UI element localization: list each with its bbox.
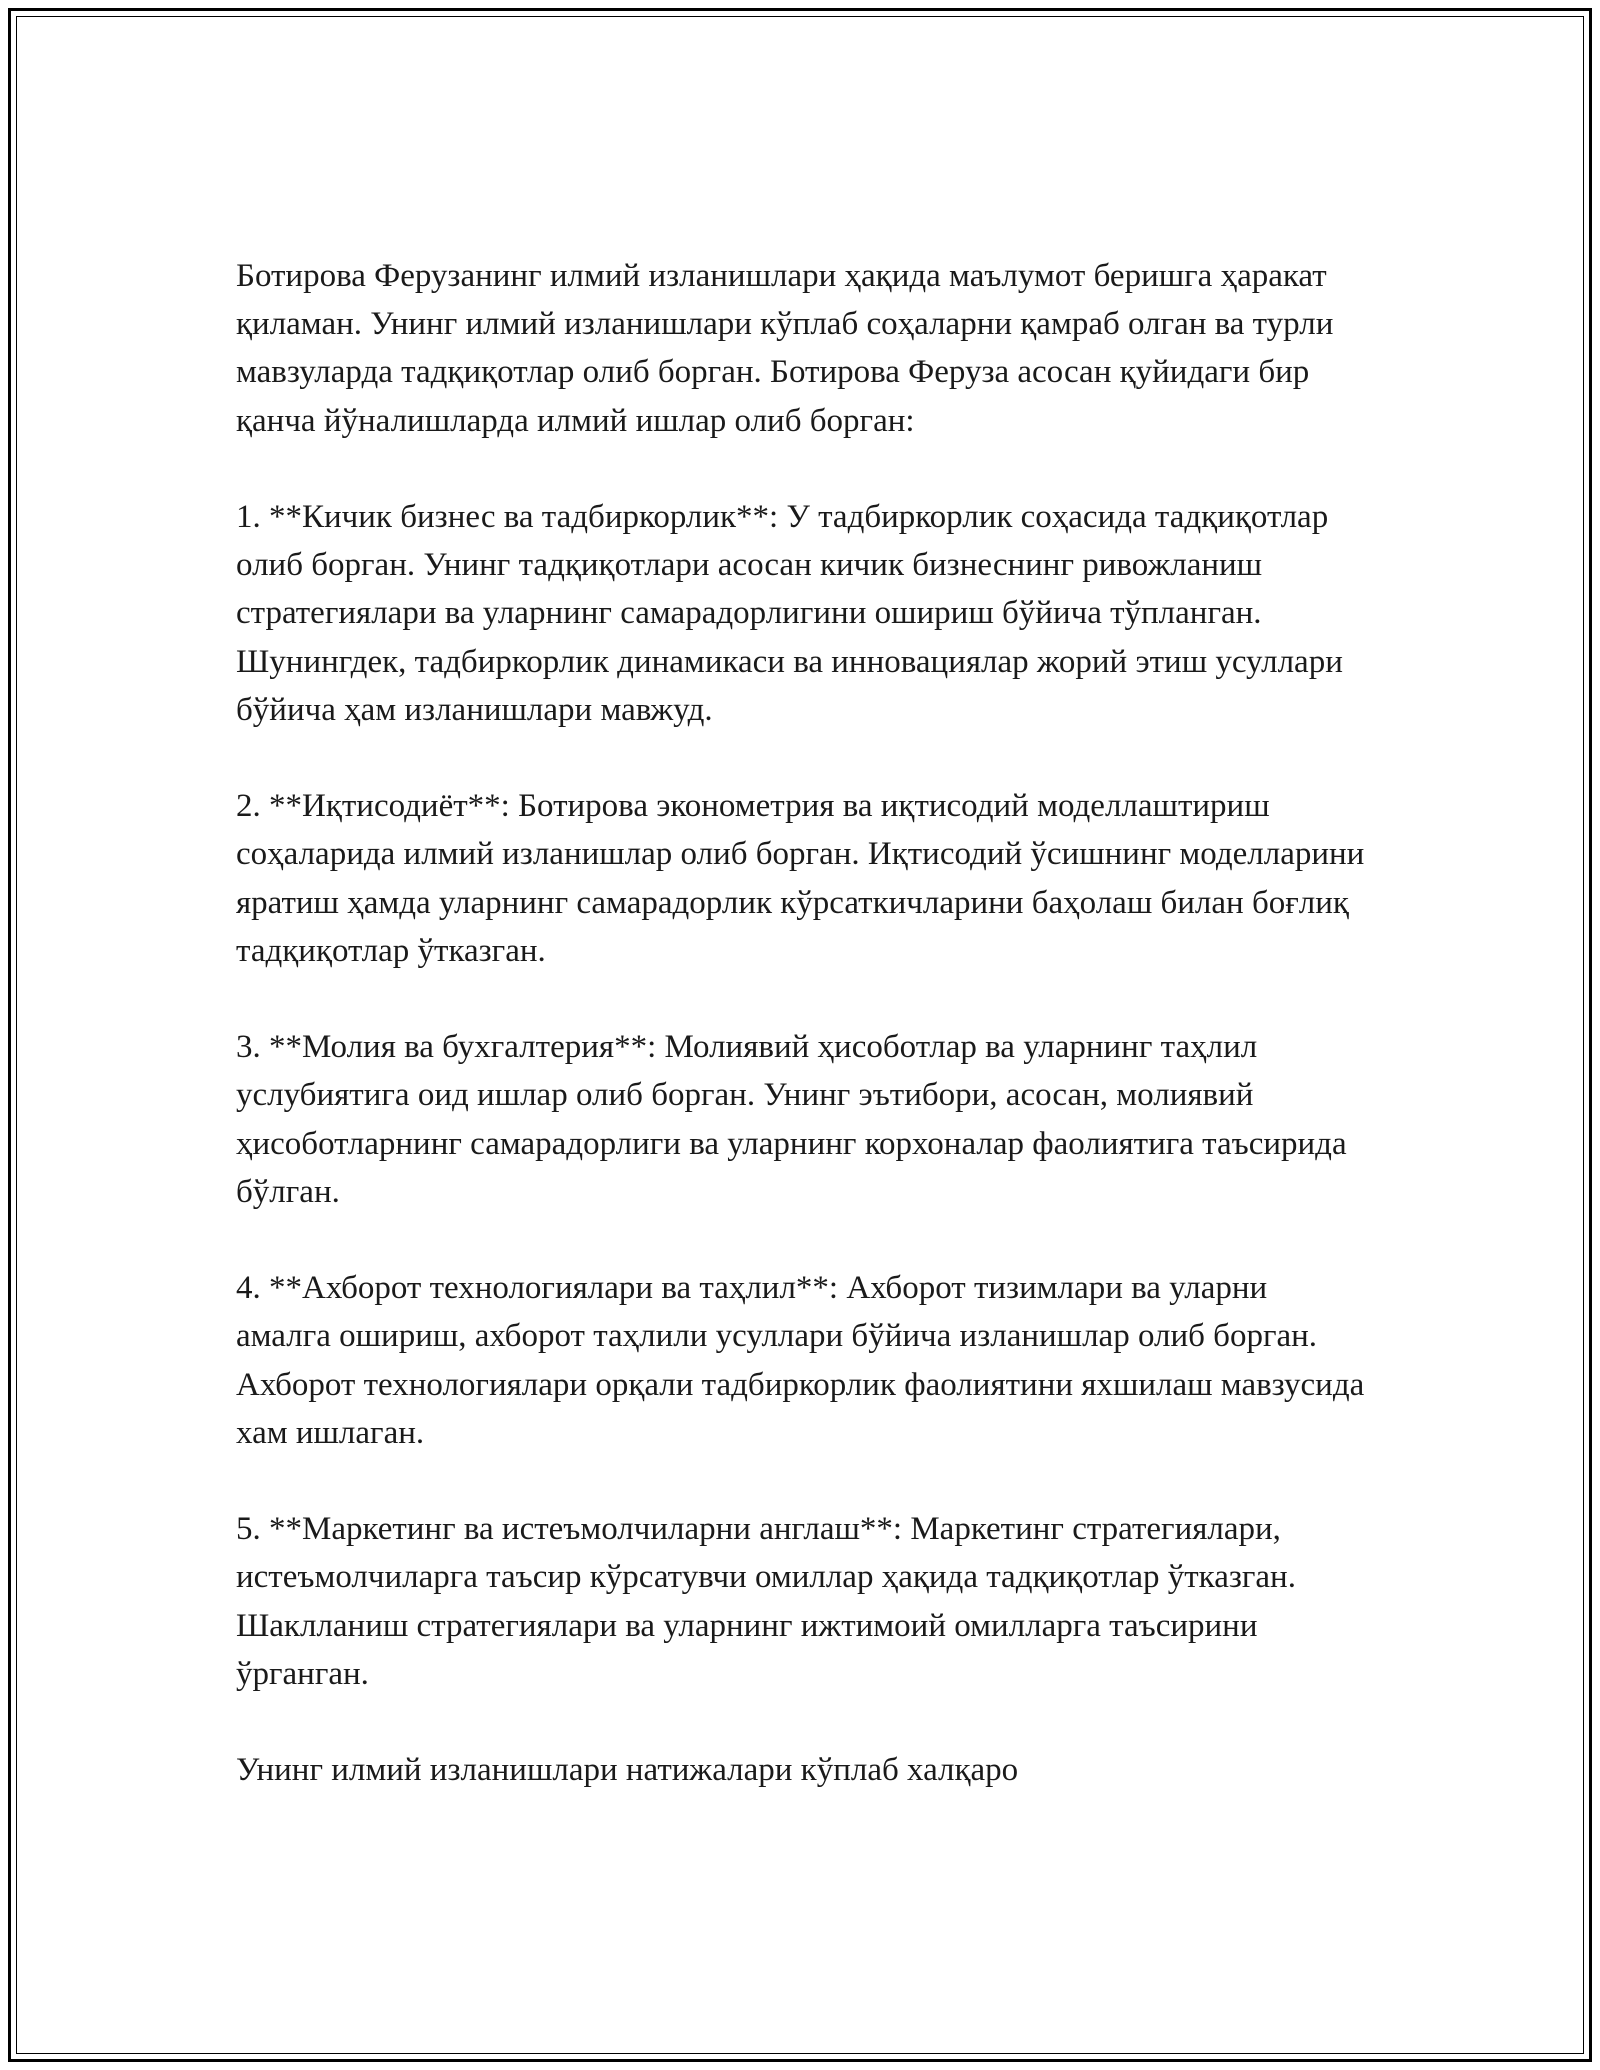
document-body <box>236 252 1366 1794</box>
closing-paragraph: Унинг илмий изланишлари натижалари кўплаб халқаро <box>236 1752 1019 1789</box>
list-item-small-business: 1. **Кичик бизнес ва тадбиркорлик**: У тадбиркорлик соҳасида тадқиқотлар олиб борган. Унинг тадқиқотлари асосан кичик бизнеснинг ривожланиш стратегиялари ва уларнинг самарадорлигини ошириш бўйича тўпланган. Шунингдек, тадбиркорлик динамикаси ва инновациялар жорий этиш усуллари бўйича ҳам изланишлари мавжуд. <box>236 499 1343 728</box>
list-item-economics: 2. **Иқтисодиёт**: Ботирова эконометрия ва иқтисодий моделлаштириш соҳаларида илмий изланишлар олиб борган. Иқтисодий ўсишнинг моделларини яратиш ҳамда уларнинг самарадорлик кўрсаткичларини баҳолаш билан боғлиқ тадқиқотлар ўтказган. <box>236 788 1365 969</box>
list-item-information-technology: 4. **Ахборот технологиялари ва таҳлил**: Ахборот тизимлари ва уларни амалга ошириш, ахборот таҳлили усуллари бўйича изланишлар олиб борган. Ахборот технологиялари орқали тадбиркорлик фаолиятини яхшилаш мавзусида хам ишлаган. <box>236 1270 1365 1451</box>
list-item-marketing: 5. **Маркетинг ва истеъмолчиларни англаш**: Маркетинг стратегиялари, истеъмолчиларга таъсир кўрсатувчи омиллар ҳақида тадқиқотлар ўтказган. Шаклланиш стратегиялари ва уларнинг ижтимоий омилларга таъсирини ўрганган. <box>236 1511 1296 1692</box>
intro-paragraph: Ботирова Ферузанинг илмий изланишлари ҳақида маълумот беришга ҳаракат қиламан. Унинг илмий изланишлари кўплаб соҳаларни қамраб олган ва турли мавзуларда тадқиқотлар олиб борган. Ботирова Феруза асосан қуйидаги бир қанча йўналишларда илмий ишлар олиб борган: <box>236 258 1334 439</box>
list-item-finance-accounting: 3. **Молия ва бухгалтерия**: Молиявий ҳисоботлар ва уларнинг таҳлил услубиятига оид ишлар олиб борган. Унинг эътибори, асосан, молиявий ҳисоботларнинг самарадорлиги ва уларнинг корхоналар фаолиятига таъсирида бўлган. <box>236 1029 1347 1210</box>
